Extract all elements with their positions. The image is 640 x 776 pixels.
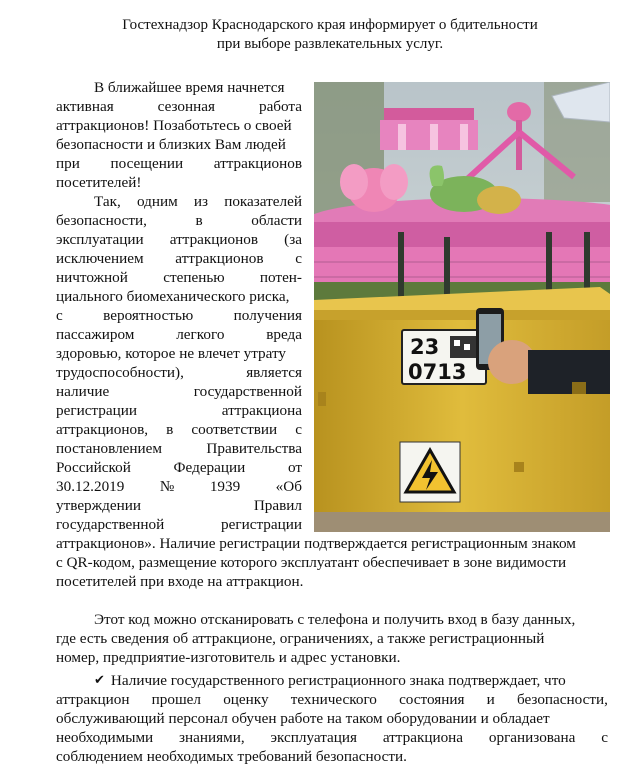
- text-line: [56, 268, 302, 287]
- text-word: необходимыми: [56, 729, 154, 746]
- text-line: [56, 154, 302, 173]
- text-line: [56, 477, 302, 496]
- text-line: [56, 401, 302, 420]
- text-word: пассажиром: [56, 326, 135, 343]
- text-word: активная: [56, 98, 114, 115]
- text-line: [56, 230, 302, 249]
- text-word: утверждении: [56, 497, 141, 514]
- text-line: [56, 610, 608, 629]
- text-word: здоровью, которое не влечет утрату: [56, 345, 286, 362]
- text-word: с: [295, 421, 302, 438]
- text-word: степенью: [163, 269, 225, 286]
- text-word: номер, предприятие-изготовитель и адрес установки.: [56, 649, 401, 666]
- text-word: организована: [488, 729, 576, 746]
- text-word: получения: [233, 307, 302, 324]
- text-line: [56, 116, 302, 135]
- text-word: «Об: [275, 478, 302, 495]
- text-word: в: [195, 212, 203, 229]
- text-word: аттракционов: [213, 155, 302, 172]
- text-word: состояния: [399, 691, 465, 708]
- text-line: [56, 553, 608, 572]
- photo-illustration: [314, 82, 610, 532]
- text-line: [56, 515, 302, 534]
- paragraph-confirmation: [56, 671, 608, 766]
- text-line: [56, 306, 302, 325]
- text-line: [56, 709, 608, 728]
- text-word: наличие: [56, 383, 110, 400]
- text-line: [56, 382, 302, 401]
- text-word: показателей: [224, 193, 302, 210]
- text-line: [56, 173, 302, 192]
- text-line: [56, 496, 302, 515]
- text-word: с: [601, 729, 608, 746]
- paragraph-qr-scan: [56, 610, 608, 667]
- plate-number-bottom: 0713: [408, 360, 467, 384]
- plate-number-top: 23: [410, 335, 440, 359]
- text-word: с QR-кодом, размещение которого эксплуатант обеспечивает в зоне видимости: [56, 554, 567, 571]
- text-line: [56, 135, 302, 154]
- text-word: с: [56, 307, 63, 324]
- text-word: эксплуатации: [56, 231, 144, 248]
- text-line: [56, 344, 302, 363]
- text-word: аттракциона: [382, 729, 464, 746]
- attraction-photo: [314, 82, 610, 532]
- text-line: [56, 287, 302, 306]
- text-line: [56, 78, 302, 97]
- text-line: [56, 728, 608, 747]
- text-word: аттракционов». Наличие регистрации подтверждается регистрационным знаком: [56, 535, 576, 552]
- text-line: [56, 629, 608, 648]
- text-word: №: [159, 478, 175, 495]
- title-line-2: при выборе развлекательных услуг.: [216, 36, 444, 52]
- text-line: [56, 747, 608, 766]
- text-word: аттракционов: [175, 250, 264, 267]
- text-word: Правил: [253, 497, 302, 514]
- check-mark-icon: ✔: [94, 673, 105, 688]
- text-line: [56, 534, 608, 553]
- text-word: аттракцион: [56, 691, 130, 708]
- text-word: прошел: [151, 691, 202, 708]
- text-line: [56, 439, 302, 458]
- text-line: [56, 363, 302, 382]
- text-line: [56, 671, 608, 690]
- text-word: ничтожной: [56, 269, 128, 286]
- text-word: легкого: [176, 326, 225, 343]
- narrow-text-column: [56, 78, 302, 534]
- text-word: безопасности,: [516, 691, 608, 708]
- text-word: области: [251, 212, 302, 229]
- text-line: [56, 690, 608, 709]
- text-word: где есть сведения об аттракционе, ограничениях, а также регистрационный: [56, 630, 545, 647]
- text-line: [56, 192, 302, 211]
- text-word: циального биомеханического риска,: [56, 288, 290, 305]
- text-word: Российской: [56, 459, 131, 476]
- text-word: является: [246, 364, 302, 381]
- text-word: посетителей при входе на аттракцион.: [56, 573, 304, 590]
- text-word: Наличие государственного регистрационного знака подтверждает, что: [110, 672, 566, 689]
- text-word: обслуживающий персонал обучен работе на таком оборудовании и обладает: [56, 710, 550, 727]
- text-line: [56, 420, 302, 439]
- text-word: в: [166, 421, 174, 438]
- text-word: потен-: [259, 269, 302, 286]
- text-word: Федерации: [173, 459, 246, 476]
- text-word: 30.12.2019: [56, 478, 125, 495]
- text-word: знаниями,: [179, 729, 245, 746]
- text-word: трудоспособности),: [56, 364, 184, 381]
- text-word: вреда: [266, 326, 302, 343]
- text-word: работа: [258, 98, 302, 115]
- text-word: Этот код можно отсканировать с телефона и получить вход в базу данных,: [94, 611, 576, 628]
- text-word: посещении: [110, 155, 184, 172]
- text-word: технического: [290, 691, 377, 708]
- text-line: [56, 249, 302, 268]
- text-word: регистрации: [56, 402, 137, 419]
- text-word: сезонная: [157, 98, 216, 115]
- text-word: безопасности,: [56, 212, 147, 229]
- text-word: эксплуатация: [270, 729, 357, 746]
- paragraph-registration: [56, 534, 608, 591]
- text-word: 1939: [209, 478, 241, 495]
- text-word: государственной: [56, 516, 165, 533]
- text-word: исключением: [56, 250, 144, 267]
- document-title: [60, 16, 600, 54]
- text-word: постановлением: [56, 440, 163, 457]
- text-word: В ближайшее время начнется: [94, 79, 285, 96]
- text-line: [56, 458, 302, 477]
- text-line: [56, 211, 302, 230]
- text-word: соответствии: [191, 421, 278, 438]
- text-word: одним: [136, 193, 178, 210]
- text-line: [56, 97, 302, 116]
- text-word: оценку: [223, 691, 269, 708]
- text-word: аттракционов,: [56, 421, 149, 438]
- text-word: и: [486, 691, 495, 708]
- text-line: [56, 572, 608, 591]
- text-word: аттракционов! Позаботьтесь о своей: [56, 117, 292, 134]
- text-word: вероятностью: [103, 307, 194, 324]
- text-word: регистрации: [221, 516, 302, 533]
- text-word: безопасности и близких Вам людей: [56, 136, 286, 153]
- text-word: государственной: [193, 383, 302, 400]
- text-word: от: [287, 459, 302, 476]
- text-word: Так,: [94, 193, 121, 210]
- text-word: посетителей!: [56, 174, 142, 191]
- text-word: Правительства: [206, 440, 302, 457]
- title-line-1: Гостехнадзор Краснодарского края информирует о бдительности: [122, 17, 538, 33]
- text-word: с: [295, 250, 302, 267]
- text-line: [56, 325, 302, 344]
- text-word: (за: [284, 231, 302, 248]
- text-word: аттракциона: [221, 402, 302, 419]
- text-word: при: [56, 155, 80, 172]
- text-word: из: [193, 193, 209, 210]
- text-word: аттракционов: [169, 231, 259, 248]
- text-word: соблюдением необходимых требований безопасности.: [56, 748, 407, 765]
- text-line: [56, 648, 608, 667]
